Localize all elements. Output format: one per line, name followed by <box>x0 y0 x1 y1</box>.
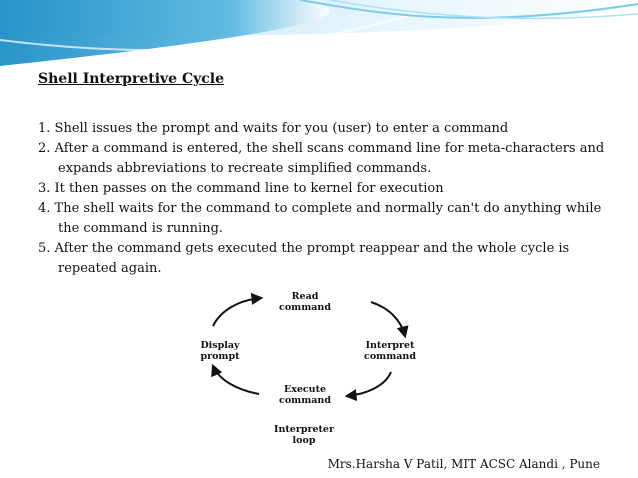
cycle-steps-list <box>38 119 608 279</box>
node-read-command: Read command <box>279 291 331 313</box>
list-item: 2. After a command is entered, the shell scans command line for meta-characters and expands abbreviations to recreate simplified commands. <box>38 141 605 176</box>
arrow-read-to-interpret <box>371 302 405 336</box>
node-execute-command: Execute command <box>279 384 331 406</box>
list-item: 5. After the command gets executed the prompt reappear and the whole cycle is repeated again. <box>38 241 570 276</box>
diagram-caption: Interpreter loop <box>274 424 334 446</box>
list-item: 3. It then passes on the command line to kernel for execution <box>38 181 444 196</box>
arrow-interpret-to-execute <box>347 372 391 396</box>
list-item: 4. The shell waits for the command to complete and normally can't do anything while the command is running. <box>38 201 602 236</box>
node-display-prompt: Display prompt <box>200 340 240 362</box>
footer-credit: Mrs.Harsha V Patil, MIT ACSC Alandi , Pune <box>327 457 600 471</box>
list-item: 1. Shell issues the prompt and waits for you (user) to enter a command <box>38 121 509 136</box>
arrow-display-to-read <box>213 298 261 326</box>
node-interpret-command: Interpret command <box>364 340 416 362</box>
arrow-execute-to-display <box>213 366 259 394</box>
slide-title: Shell Interpretive Cycle <box>38 71 224 87</box>
interpreter-cycle-diagram <box>195 286 445 446</box>
header-banner <box>0 0 638 80</box>
